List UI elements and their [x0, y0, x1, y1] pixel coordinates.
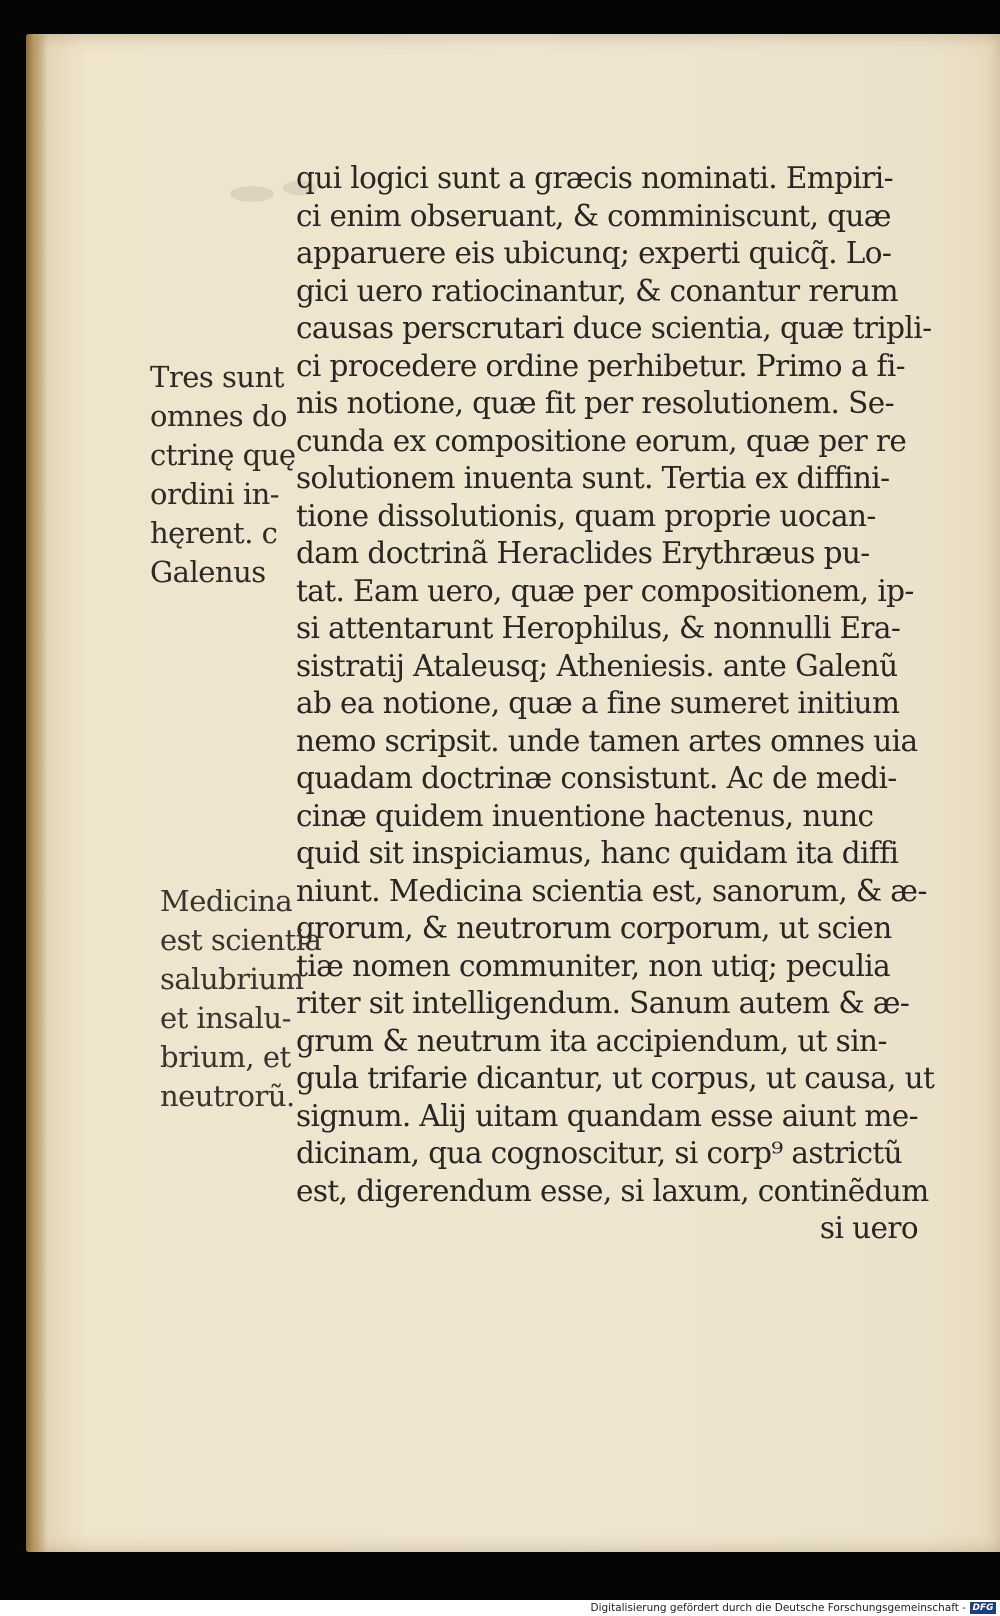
text-line: signum. Alij uitam quandam esse aiunt me- — [296, 1098, 919, 1133]
text-line: tione dissolutionis, quam proprie uocan- — [296, 498, 876, 533]
text-line: causas perscrutari duce scientia, quæ tripli- — [296, 311, 932, 345]
text-line: ci enim obseruant, & comminiscunt, quæ — [296, 198, 891, 233]
text-line: est, digerendum esse, si laxum, continẽdum — [296, 1173, 929, 1208]
text-line: nemo scripsit. unde tamen artes omnes uia — [296, 723, 918, 758]
text-line: apparuere eis ubicunq; experti quicq̃. Lo- — [296, 236, 892, 270]
text-line: gici uero ratiocinantur, & conantur rerum — [296, 273, 898, 308]
text-line: grum & neutrum ita accipiendum, ut sin- — [296, 1023, 887, 1058]
marginal-note-line: ordini in- — [150, 477, 280, 511]
marginal-note-line: ctrinę quę — [150, 438, 296, 472]
text-line: grorum, & neutrorum corporum, ut scien — [296, 911, 892, 945]
marginal-note-medicina — [160, 882, 321, 1116]
marginal-note-line: est scientia — [160, 923, 322, 957]
marginal-note-line: et insalu- — [160, 1001, 291, 1035]
text-line: niunt. Medicina scientia est, sanorum, & æ- — [296, 873, 927, 908]
catchword: si uero — [819, 1211, 918, 1245]
text-line: dicinam, qua cognoscitur, si corp⁹ astrictũ — [296, 1136, 903, 1170]
text-line: nis notione, quæ fit per resolutionem. Se- — [296, 386, 894, 420]
marginal-note-line: hęrent. c — [150, 516, 278, 550]
text-line: quadam doctrinæ consistunt. Ac de medi- — [296, 761, 897, 795]
text-line: dam doctrinã Heraclides Erythræus pu- — [296, 536, 870, 570]
text-line: quid sit inspiciamus, hanc quidam ita diffi — [296, 836, 899, 870]
text-line: ci procedere ordine perhibetur. Primo a fi- — [296, 348, 906, 383]
text-line: tiæ nomen communiter, non utiq; peculia — [296, 948, 891, 983]
text-line: cinæ quidem inuentione hactenus, nunc — [296, 798, 874, 833]
text-line: ab ea notione, quæ a fine sumeret initium — [296, 686, 900, 720]
text-line: cunda ex compositione eorum, quæ per re — [296, 423, 907, 458]
funding-credit: Digitalisierung gefördert durch die Deutsche Forschungsgemeinschaft - — [590, 1602, 966, 1614]
marginal-note-line: Tres sunt — [150, 360, 284, 394]
marginal-note-line: omnes do — [150, 399, 287, 433]
marginal-note-line: brium, et — [160, 1040, 291, 1074]
footer-bar — [0, 1600, 1000, 1616]
marginal-note-line: Medicina — [160, 884, 293, 918]
marginal-note-doctrines — [150, 358, 296, 592]
text-line: solutionem inuenta sunt. Tertia ex diffini- — [296, 461, 890, 495]
marginal-note-line: Galenus — [150, 555, 266, 589]
text-line: qui logici sunt a græcis nominati. Empiri- — [296, 161, 893, 195]
text-line: sistratij Ataleusq; Atheniesis. ante Galenũ — [296, 648, 898, 683]
text-line: si attentarunt Herophilus, & nonnulli Era- — [296, 611, 901, 645]
marginal-note-line: neutrorũ. — [160, 1079, 295, 1113]
page-spine-shadow — [26, 34, 48, 1552]
text-line: riter sit intelligendum. Sanum autem & æ- — [296, 986, 910, 1020]
main-text-block — [296, 160, 936, 1248]
text-line: gula trifarie dicantur, ut corpus, ut causa, ut — [296, 1061, 935, 1095]
dfg-logo: DFG — [970, 1602, 996, 1614]
marginal-note-line: salubrium — [160, 962, 304, 996]
text-line: tat. Eam uero, quæ per compositionem, ip- — [296, 573, 914, 608]
